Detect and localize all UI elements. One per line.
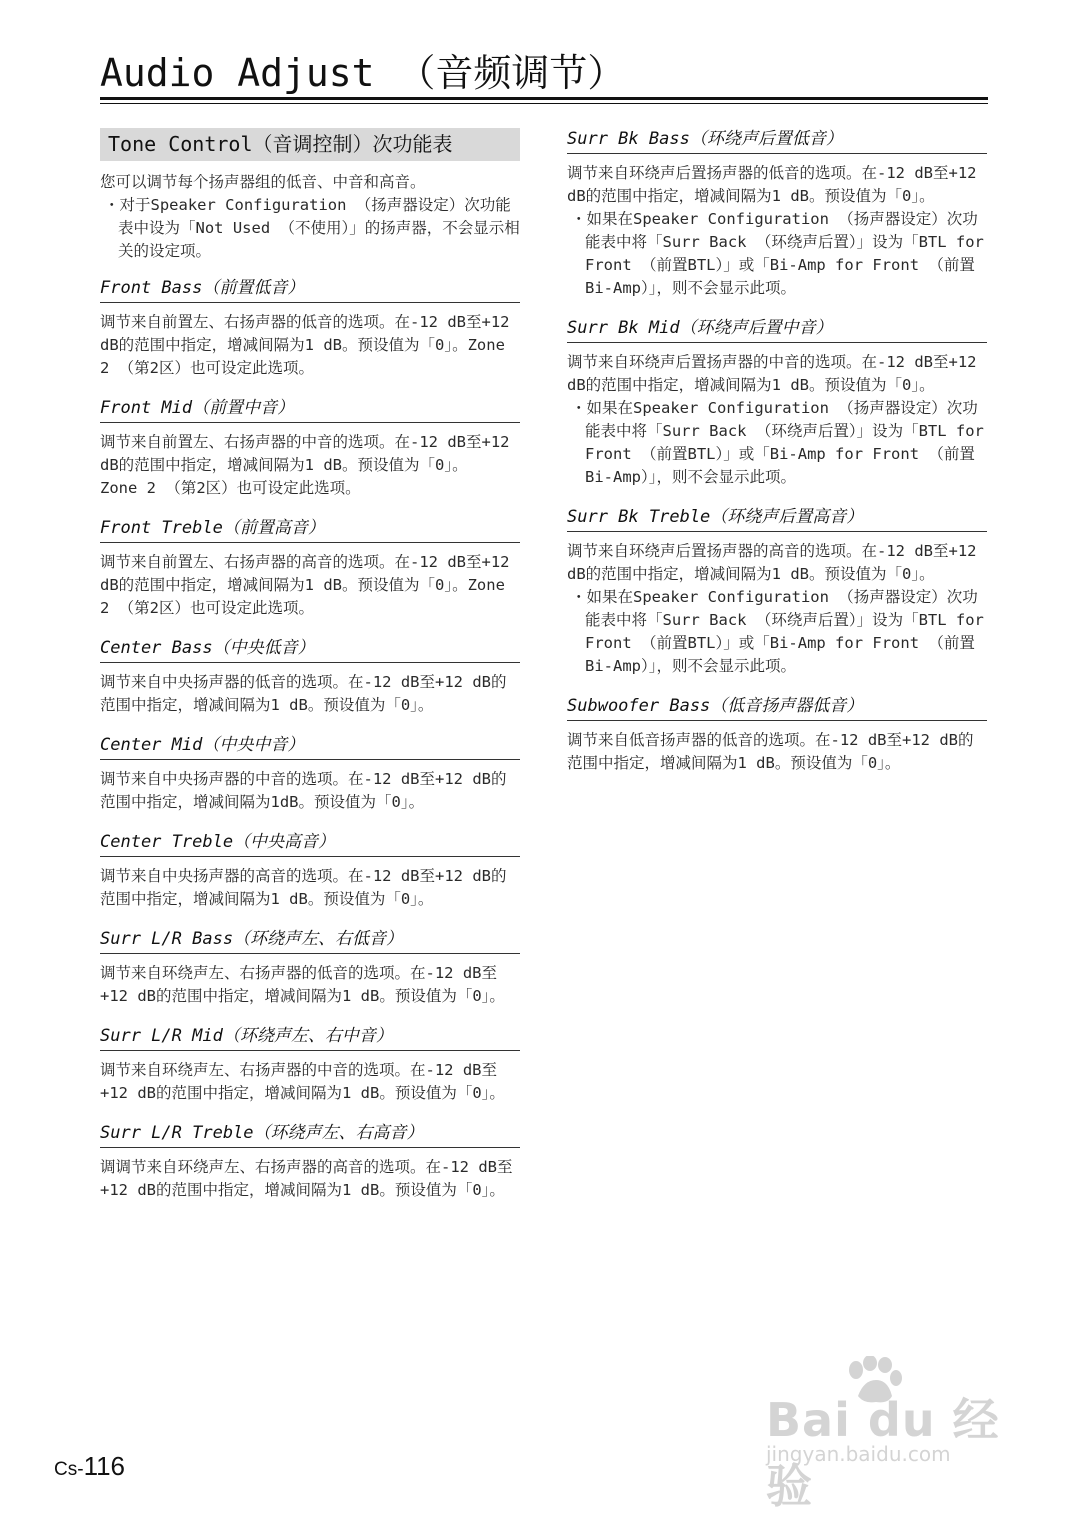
item-heading: Surr Bk Treble（环绕声后置高音）: [567, 506, 987, 532]
intro-text: 您可以调节每个扬声器组的低音、中音和高音。: [100, 173, 426, 191]
watermark-brand: Bai du 经验: [766, 1393, 1000, 1513]
item-heading: Surr Bk Mid（环绕声后置中音）: [567, 317, 987, 343]
page-number: [54, 1451, 125, 1482]
item-center-treble: [100, 831, 520, 911]
item-body: 调节来自环绕声后置扬声器的中音的选项。在-12 dB至+12 dB的范围中指定，增减间隔为1 dB。预设值为「0」。: [567, 353, 977, 394]
right-column: [567, 128, 987, 792]
item-note: ・如果在Speaker Configuration （扬声器设定）次功能表中将「Surr Back （环绕声后置）」设为「BTL for Front （前置BTL）」或「Bi-Amp for Front （前置Bi-Amp）」，则不会显示此项。: [571, 399, 984, 486]
title-rule-thin: [100, 103, 988, 104]
item-heading: Front Treble（前置高音）: [100, 517, 520, 543]
item-body: 调节来自中央扬声器的低音的选项。在-12 dB至+12 dB的范围中指定，增减间隔为1 dB。预设值为「0」。: [100, 673, 507, 714]
section-header: Tone Control（音调控制）次功能表: [100, 128, 520, 161]
item-body: 调节来自前置左、右扬声器的高音的选项。在-12 dB至+12 dB的范围中指定，增减间隔为1 dB。预设值为「0」。Zone 2 （第2区）也可设定此选项。: [100, 553, 510, 617]
item-heading: Front Mid（前置中音）: [100, 397, 520, 423]
item-front-bass: [100, 277, 520, 380]
item-body: 调节来自前置左、右扬声器的中音的选项。在-12 dB至+12 dB的范围中指定，增减间隔为1 dB。预设值为「0」。: [100, 433, 510, 474]
page-number-prefix: Cs-: [54, 1459, 84, 1480]
item-body: 调节来自环绕声后置扬声器的低音的选项。在-12 dB至+12 dB的范围中指定，增减间隔为1 dB。预设值为「0」。: [567, 164, 977, 205]
item-body: 调调节来自环绕声左、右扬声器的高音的选项。在-12 dB至+12 dB的范围中指定，增减间隔为1 dB。预设值为「0」。: [100, 1158, 513, 1199]
page-number-value: 116: [83, 1451, 126, 1481]
title-rule: [100, 97, 988, 100]
item-body: 调节来自环绕声后置扬声器的高音的选项。在-12 dB至+12 dB的范围中指定，增减间隔为1 dB。预设值为「0」。: [567, 542, 977, 583]
page-title: Audio Adjust （音频调节）: [100, 51, 626, 95]
item-body: 调节来自前置左、右扬声器的低音的选项。在-12 dB至+12 dB的范围中指定，增减间隔为1 dB。预设值为「0」。Zone 2 （第2区）也可设定此选项。: [100, 313, 510, 377]
item-body: 调节来自环绕声左、右扬声器的低音的选项。在-12 dB至+12 dB的范围中指定，增减间隔为1 dB。预设值为「0」。: [100, 964, 505, 1005]
item-heading: Surr L/R Treble（环绕声左、右高音）: [100, 1122, 520, 1148]
watermark-url: jingyan.baidu.com: [766, 1442, 951, 1466]
item-center-bass: [100, 637, 520, 717]
item-note: ・如果在Speaker Configuration （扬声器设定）次功能表中将「Surr Back （环绕声后置）」设为「BTL for Front （前置BTL）」或「Bi-Amp for Front （前置Bi-Amp）」，则不会显示此项。: [571, 210, 984, 297]
item-body: 调节来自中央扬声器的高音的选项。在-12 dB至+12 dB的范围中指定，增减间隔为1 dB。预设值为「0」。: [100, 867, 507, 908]
item-front-mid: [100, 397, 520, 500]
item-subwoofer-bass: [567, 695, 987, 775]
item-surr-lr-treble: [100, 1122, 520, 1202]
item-heading: Center Treble（中央高音）: [100, 831, 520, 857]
item-surr-bk-treble: [567, 506, 987, 678]
item-surr-bk-mid: [567, 317, 987, 489]
item-heading: Surr Bk Bass（环绕声后置低音）: [567, 128, 987, 154]
item-surr-lr-bass: [100, 928, 520, 1008]
item-body-extra: Zone 2 （第2区）也可设定此选项。: [100, 479, 361, 497]
item-body: 调节来自低音扬声器的低音的选项。在-12 dB至+12 dB的范围中指定，增减间隔为1 dB。预设值为「0」。: [567, 731, 974, 772]
item-body: 调节来自中央扬声器的中音的选项。在-12 dB至+12 dB的范围中指定，增减间隔为1dB。预设值为「0」。: [100, 770, 507, 811]
intro-note: ・对于Speaker Configuration （扬声器设定）次功能表中设为「Not Used （不使用）」的扬声器，不会显示相关的设定项。: [104, 196, 520, 260]
item-body: 调节来自环绕声左、右扬声器的中音的选项。在-12 dB至+12 dB的范围中指定，增减间隔为1 dB。预设值为「0」。: [100, 1061, 505, 1102]
item-heading: Subwoofer Bass（低音扬声器低音）: [567, 695, 987, 721]
item-heading: Surr L/R Bass（环绕声左、右低音）: [100, 928, 520, 954]
watermark: [758, 1356, 1018, 1513]
section-intro: [100, 171, 520, 263]
item-heading: Front Bass（前置低音）: [100, 277, 520, 303]
item-heading: Center Mid（中央中音）: [100, 734, 520, 760]
item-heading: Surr L/R Mid（环绕声左、右中音）: [100, 1025, 520, 1051]
item-front-treble: [100, 517, 520, 620]
item-surr-lr-mid: [100, 1025, 520, 1105]
item-center-mid: [100, 734, 520, 814]
item-heading: Center Bass（中央低音）: [100, 637, 520, 663]
left-column: [100, 128, 520, 1219]
item-surr-bk-bass: [567, 128, 987, 300]
item-note: ・如果在Speaker Configuration （扬声器设定）次功能表中将「Surr Back （环绕声后置）」设为「BTL for Front （前置BTL）」或「Bi-Amp for Front （前置Bi-Amp）」，则不会显示此项。: [571, 588, 984, 675]
